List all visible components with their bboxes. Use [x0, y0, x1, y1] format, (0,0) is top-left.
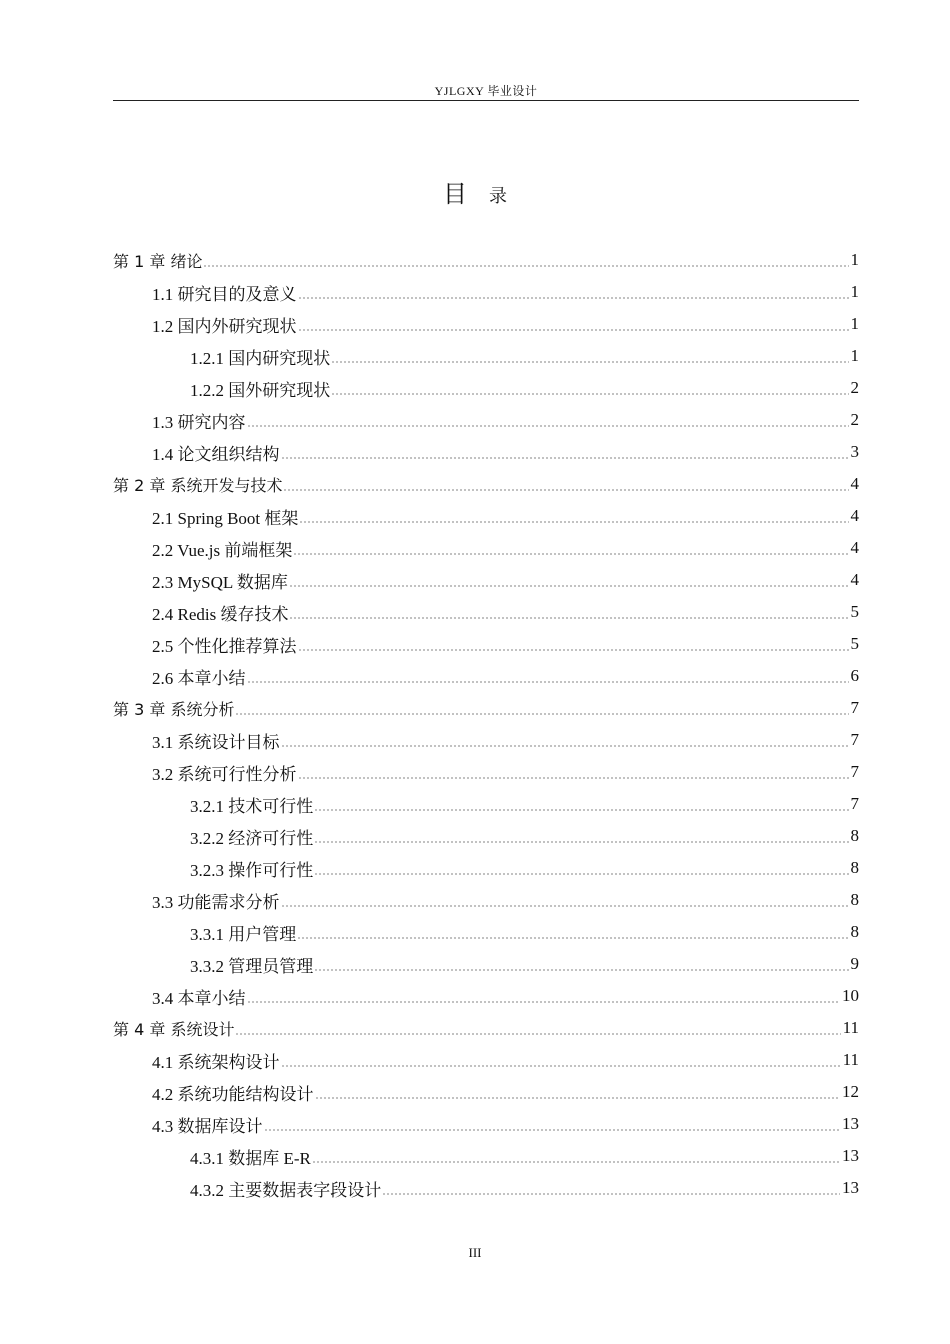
toc-entry-label: 第 1 章 绪论	[113, 251, 203, 271]
toc-entry-label: 3.3.2 管理员管理	[190, 956, 314, 976]
toc-entry-label: 3.1 系统设计目标	[152, 732, 280, 752]
toc-entry-label: 4.2 系统功能结构设计	[152, 1084, 314, 1104]
dot-leader	[315, 1097, 841, 1099]
dot-leader	[247, 1001, 841, 1003]
toc-entry-page: 13	[842, 1114, 859, 1133]
dot-leader	[331, 361, 848, 363]
toc-entry[interactable]	[113, 820, 859, 852]
dot-leader	[281, 745, 849, 747]
toc-entry-page: 7	[850, 794, 859, 813]
toc-entry-page: 3	[850, 442, 859, 461]
toc-entry[interactable]	[113, 884, 859, 916]
toc-entry[interactable]	[113, 1140, 859, 1172]
toc-entry-label: 第 4 章 系统设计	[113, 1019, 235, 1039]
toc-title	[0, 180, 950, 211]
dot-leader	[247, 425, 849, 427]
toc-entry-label: 4.3 数据库设计	[152, 1116, 263, 1136]
toc-entry[interactable]	[113, 276, 859, 308]
toc-entry-label: 2.3 MySQL 数据库	[152, 572, 288, 592]
toc-entry-label: 1.1 研究目的及意义	[152, 284, 297, 304]
toc-entry[interactable]	[113, 660, 859, 692]
toc-entry-label: 1.3 研究内容	[152, 412, 246, 432]
dot-leader	[235, 713, 848, 715]
toc-entry[interactable]	[113, 1012, 859, 1044]
toc-title-char1: 目	[443, 182, 467, 208]
dot-leader	[247, 681, 849, 683]
toc-entry-label: 2.6 本章小结	[152, 668, 246, 688]
toc-entry[interactable]	[113, 948, 859, 980]
toc-entry-page: 12	[842, 1082, 859, 1101]
toc-entry-page: 9	[850, 954, 859, 973]
dot-leader	[382, 1193, 840, 1195]
page-header: YJLGXY 毕业设计	[113, 83, 859, 101]
toc-entry-label: 2.4 Redis 缓存技术	[152, 604, 289, 624]
toc-entry-label: 1.2.2 国外研究现状	[190, 380, 331, 400]
toc-entry[interactable]	[113, 916, 859, 948]
toc-entry-page: 4	[850, 506, 859, 525]
toc-entry-label: 3.4 本章小结	[152, 988, 246, 1008]
dot-leader	[298, 649, 849, 651]
dot-leader	[289, 585, 849, 587]
toc-entry-label: 1.4 论文组织结构	[152, 444, 280, 464]
toc-entry[interactable]	[113, 404, 859, 436]
dot-leader	[314, 841, 848, 843]
toc-entry-label: 2.2 Vue.js 前端框架	[152, 540, 293, 560]
toc-entry-page: 10	[842, 986, 859, 1005]
toc-entry-page: 4	[850, 570, 859, 589]
toc-entry-label: 3.3 功能需求分析	[152, 892, 280, 912]
dot-leader	[312, 1161, 840, 1163]
toc-entry[interactable]	[113, 1108, 859, 1140]
toc-entry-label: 第 3 章 系统分析	[113, 699, 235, 719]
dot-leader	[299, 521, 848, 523]
toc-entry[interactable]	[113, 468, 859, 500]
toc-entry[interactable]	[113, 756, 859, 788]
toc-entry-page: 5	[850, 602, 859, 621]
toc-entry[interactable]	[113, 852, 859, 884]
toc-entry-label: 3.2 系统可行性分析	[152, 764, 297, 784]
dot-leader	[281, 457, 849, 459]
toc-entry-page: 13	[842, 1178, 859, 1197]
toc-entry[interactable]	[113, 1172, 859, 1204]
toc-entry[interactable]	[113, 1076, 859, 1108]
toc-entry-page: 8	[850, 890, 859, 909]
toc-entry-label: 3.2.3 操作可行性	[190, 860, 314, 880]
toc-entry[interactable]	[113, 692, 859, 724]
dot-leader	[283, 489, 848, 491]
toc-entry-page: 5	[850, 634, 859, 653]
toc-entry-page: 8	[850, 922, 859, 941]
toc-entry-page: 6	[850, 666, 859, 685]
dot-leader	[314, 873, 848, 875]
toc-entry-page: 13	[842, 1146, 859, 1165]
dot-leader	[298, 297, 849, 299]
dot-leader	[293, 553, 848, 555]
toc-entry-page: 2	[850, 410, 859, 429]
toc-entry-page: 7	[850, 762, 859, 781]
dot-leader	[314, 969, 848, 971]
toc-entry-label: 第 2 章 系统开发与技术	[113, 475, 283, 495]
toc-entry[interactable]	[113, 596, 859, 628]
toc-entry[interactable]	[113, 372, 859, 404]
toc-entry[interactable]	[113, 532, 859, 564]
toc-entry[interactable]	[113, 1044, 859, 1076]
toc-entry[interactable]	[113, 628, 859, 660]
dot-leader	[297, 937, 848, 939]
toc-entry-label: 1.2 国内外研究现状	[152, 316, 297, 336]
dot-leader	[203, 265, 848, 267]
toc-entry-page: 4	[850, 538, 859, 557]
toc-entry[interactable]	[113, 564, 859, 596]
toc-entry[interactable]	[113, 308, 859, 340]
toc-entry-page: 1	[850, 346, 859, 365]
toc-entry-label: 2.5 个性化推荐算法	[152, 636, 297, 656]
toc-entry-label: 4.3.2 主要数据表字段设计	[190, 1180, 382, 1200]
toc-entry-page: 11	[842, 1018, 859, 1037]
dot-leader	[281, 1065, 841, 1067]
toc-entry-label: 2.1 Spring Boot 框架	[152, 508, 299, 528]
toc-entry[interactable]	[113, 500, 859, 532]
table-of-contents	[113, 244, 859, 1204]
toc-entry[interactable]	[113, 436, 859, 468]
toc-entry-page: 2	[850, 378, 859, 397]
dot-leader	[264, 1129, 841, 1131]
toc-entry-page: 7	[850, 730, 859, 749]
dot-leader	[314, 809, 848, 811]
toc-entry-page: 8	[850, 826, 859, 845]
dot-leader	[298, 777, 849, 779]
dot-leader	[281, 905, 849, 907]
toc-entry-page: 1	[850, 314, 859, 333]
toc-title-char2: 录	[489, 186, 507, 206]
dot-leader	[331, 393, 848, 395]
dot-leader	[235, 1033, 840, 1035]
toc-entry-page: 8	[850, 858, 859, 877]
toc-entry[interactable]	[113, 340, 859, 372]
toc-entry[interactable]	[113, 788, 859, 820]
toc-entry[interactable]	[113, 724, 859, 756]
toc-entry[interactable]	[113, 244, 859, 276]
dot-leader	[298, 329, 849, 331]
toc-entry-label: 1.2.1 国内研究现状	[190, 348, 331, 368]
toc-entry[interactable]	[113, 980, 859, 1012]
toc-entry-label: 3.2.1 技术可行性	[190, 796, 314, 816]
toc-entry-page: 1	[850, 250, 859, 269]
toc-entry-label: 3.2.2 经济可行性	[190, 828, 314, 848]
page-number: III	[468, 1245, 482, 1260]
toc-entry-page: 11	[842, 1050, 859, 1069]
toc-entry-page: 7	[850, 698, 859, 717]
toc-entry-label: 4.3.1 数据库 E-R	[190, 1148, 311, 1168]
toc-entry-page: 1	[850, 282, 859, 301]
toc-entry-label: 3.3.1 用户管理	[190, 924, 297, 944]
toc-entry-label: 4.1 系统架构设计	[152, 1052, 280, 1072]
dot-leader	[289, 617, 848, 619]
toc-entry-page: 4	[850, 474, 859, 493]
